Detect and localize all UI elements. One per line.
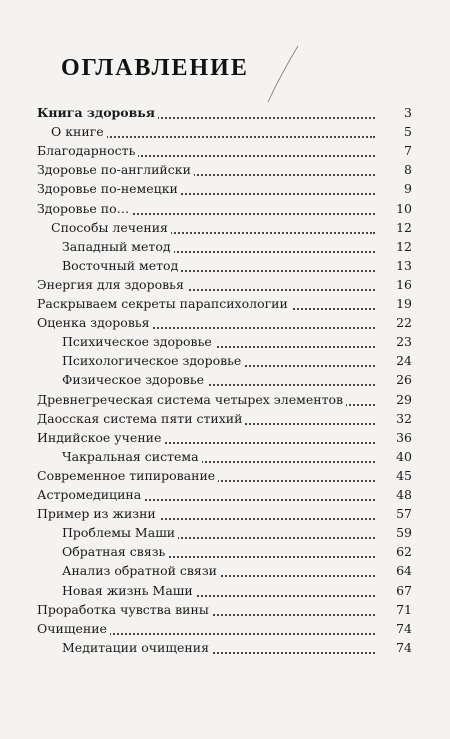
- toc-entry-title: Раскрываем секреты парапсихологии: [37, 295, 291, 313]
- toc-entry-title: Чакральная система: [62, 448, 202, 466]
- toc-entry-title: Проблемы Маши: [62, 524, 178, 542]
- toc-entry-page: 26: [393, 371, 412, 389]
- toc-entry-page: 22: [393, 314, 412, 332]
- toc-entry-title: Здоровье по-немецки: [37, 180, 181, 198]
- toc-entry: [0, 505, 450, 523]
- toc-entry: [0, 180, 450, 198]
- toc-entry-title: Восточный метод: [62, 257, 181, 275]
- toc-entry-title: Здоровье по…: [37, 200, 132, 218]
- toc-entry: [0, 620, 450, 638]
- toc-entry-page: 57: [393, 505, 412, 523]
- toc-entry: [0, 104, 450, 122]
- toc-entry-page: 71: [393, 601, 412, 619]
- toc-entry-page: 36: [393, 429, 412, 447]
- toc-entry-title: Обратная связь: [62, 543, 168, 561]
- toc-entry: [0, 410, 450, 428]
- toc-entry-page: 5: [401, 123, 412, 141]
- toc-entry: [0, 371, 450, 389]
- toc-entry-title: Проработка чувства вины: [37, 601, 212, 619]
- toc-entry-page: 29: [393, 391, 412, 409]
- toc-entry: [0, 543, 450, 561]
- toc-entry-page: 67: [393, 582, 412, 600]
- toc-entry: [0, 276, 450, 294]
- toc-entry: [0, 448, 450, 466]
- toc-entry: [0, 123, 450, 141]
- toc-entry: [0, 257, 450, 275]
- toc-entry: [0, 314, 450, 332]
- toc-entry: [0, 219, 450, 237]
- toc-entry: [0, 639, 450, 657]
- toc-entry-title: Индийское учение: [37, 429, 164, 447]
- toc-entry-title: Физическое здоровье: [62, 371, 207, 389]
- toc-entry-title: Астромедицина: [37, 486, 144, 504]
- toc-entry: [0, 467, 450, 485]
- toc-entry-title: Очищение: [37, 620, 110, 638]
- toc-entry-page: 74: [393, 620, 412, 638]
- toc-entry-page: 3: [401, 104, 412, 122]
- toc-entry-page: 12: [393, 219, 412, 237]
- toc-entry-title: Благодарность: [37, 142, 138, 160]
- toc-entry: [0, 582, 450, 600]
- toc-entry: [0, 429, 450, 447]
- toc-entry: [0, 352, 450, 370]
- toc-entry-title: Современное типирование: [37, 467, 218, 485]
- toc-entry-page: 40: [393, 448, 412, 466]
- toc-entry-title: О книге: [51, 123, 107, 141]
- toc-entry: [0, 295, 450, 313]
- toc-entry-page: 12: [393, 238, 412, 256]
- toc-entry-page: 64: [393, 562, 412, 580]
- toc-entry: [0, 601, 450, 619]
- toc-entry-page: 48: [393, 486, 412, 504]
- toc-entry-page: 32: [393, 410, 412, 428]
- toc-entry-page: 74: [393, 639, 412, 657]
- toc-entry-page: 10: [393, 200, 412, 218]
- toc-entry-page: 62: [393, 543, 412, 561]
- toc-entry-page: 7: [401, 142, 412, 160]
- toc-entry-page: 13: [393, 257, 412, 275]
- toc-entry-page: 59: [393, 524, 412, 542]
- toc-entry-title: Оценка здоровья: [37, 314, 153, 332]
- toc-entry-title: Медитации очищения: [62, 639, 212, 657]
- toc-entry-title: Западный метод: [62, 238, 174, 256]
- toc-entry-title: Психическое здоровье: [62, 333, 215, 351]
- toc-entry-title: Способы лечения: [51, 219, 171, 237]
- toc-entry: [0, 161, 450, 179]
- toc-entry-title: Энергия для здоровья: [37, 276, 187, 294]
- toc-entry: [0, 333, 450, 351]
- toc-entry-title: Новая жизнь Маши: [62, 582, 196, 600]
- toc-entry: [0, 391, 450, 409]
- toc-entry: [0, 524, 450, 542]
- toc-entry-title: Пример из жизни: [37, 505, 159, 523]
- toc-entry: [0, 486, 450, 504]
- toc-entry-title: Здоровье по-английски: [37, 161, 194, 179]
- toc-entry-title: Древнегреческая система четырех элементов: [37, 391, 346, 409]
- toc-entry-page: 16: [393, 276, 412, 294]
- toc-entry-page: 45: [393, 467, 412, 485]
- toc-entry: [0, 200, 450, 218]
- toc-entry-title: Анализ обратной связи: [62, 562, 220, 580]
- toc-entry-page: 8: [401, 161, 412, 179]
- toc-entry-page: 24: [393, 352, 412, 370]
- toc-entry-title: Книга здоровья: [37, 104, 158, 122]
- toc-entry: [0, 238, 450, 256]
- page-title: ОГЛАВЛЕНИЕ: [61, 55, 249, 81]
- toc-entry-title: Даосская система пяти стихий: [37, 410, 245, 428]
- toc-entry-page: 19: [393, 295, 412, 313]
- toc-entry-page: 9: [401, 180, 412, 198]
- toc-entry: [0, 562, 450, 580]
- toc-entry-title: Психологическое здоровье: [62, 352, 244, 370]
- toc-entry-page: 23: [393, 333, 412, 351]
- toc-entry: [0, 142, 450, 160]
